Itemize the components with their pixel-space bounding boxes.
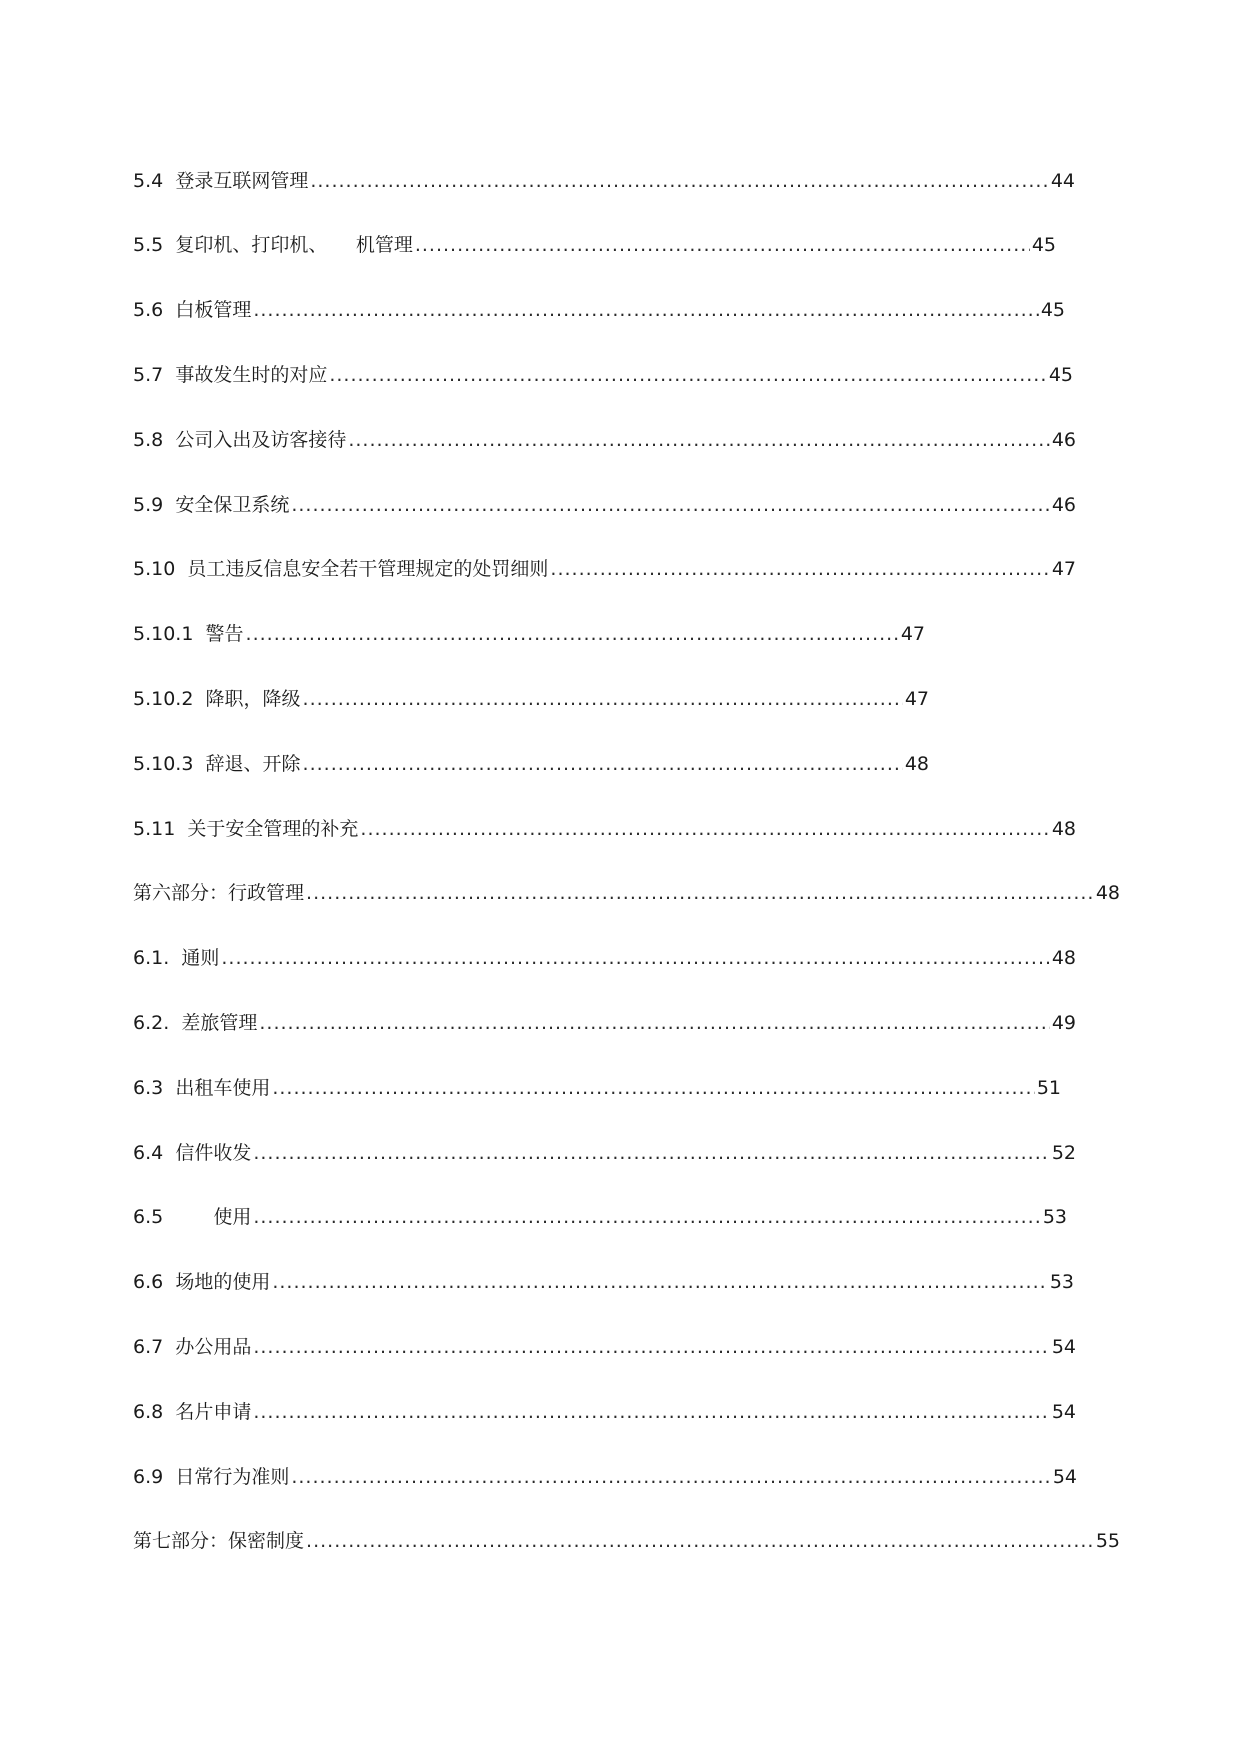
toc-entry-6-7[interactable]	[133, 1333, 1076, 1361]
toc-entry-title: 名片申请	[175, 1401, 252, 1423]
dot-leader	[253, 1398, 1049, 1426]
toc-entry-page: 44	[1050, 170, 1075, 192]
toc-entry-number: 5.11	[133, 818, 176, 840]
dot-leader	[253, 1139, 1049, 1167]
toc-entry-title: 白板管理	[175, 299, 252, 321]
toc-entry-title: 降职，降级	[205, 688, 301, 710]
toc-entry-6-4[interactable]	[133, 1139, 1076, 1167]
toc-entry-6-1[interactable]	[133, 944, 1076, 972]
dot-leader	[303, 750, 903, 778]
toc-entry-title: 使用	[175, 1206, 252, 1228]
toc-entry-6-3[interactable]	[133, 1074, 1061, 1102]
toc-entry-title: 警告	[205, 623, 244, 645]
dot-leader	[291, 1463, 1050, 1491]
toc-entry-page: 47	[1051, 558, 1076, 580]
toc-entry-number: 6.7	[133, 1336, 164, 1358]
toc-entry-title: 员工违反信息安全若干管理规定的处罚细则	[187, 558, 549, 580]
toc-entry-6-9[interactable]	[133, 1463, 1077, 1491]
dot-leader	[306, 1527, 1094, 1555]
toc-entry-page: 45	[1048, 364, 1073, 386]
toc-entry-page: 47	[900, 623, 925, 645]
toc-entry-number: 6.9	[133, 1466, 164, 1488]
toc-entry-page: 47	[904, 688, 929, 710]
toc-entry-page: 54	[1052, 1466, 1077, 1488]
toc-entry-number: 6.6	[133, 1271, 164, 1293]
toc-entry-page: 55	[1095, 1530, 1120, 1552]
dot-leader	[329, 361, 1046, 389]
toc-entry-number: 6.3	[133, 1077, 164, 1099]
toc-entry-6-6[interactable]	[133, 1268, 1074, 1296]
toc-entry-page: 46	[1051, 429, 1076, 451]
dot-leader	[310, 167, 1048, 195]
toc-entry-page: 52	[1051, 1142, 1076, 1164]
toc-entry-5-9[interactable]	[133, 491, 1076, 519]
toc-entry-number: 6.2.	[133, 1012, 170, 1034]
toc-entry-6-8[interactable]	[133, 1398, 1076, 1426]
toc-entry-title: 通则	[181, 947, 220, 969]
toc-entry-5-11[interactable]	[133, 815, 1076, 843]
toc-entry-title: 行政管理	[228, 882, 305, 904]
toc-entry-title: 事故发生时的对应	[175, 364, 328, 386]
toc-entry-title: 复印机、打印机、 机管理	[175, 234, 413, 256]
toc-entry-number: 5.10.2	[133, 688, 194, 710]
toc-entry-title: 办公用品	[175, 1336, 252, 1358]
toc-entry-number: 5.7	[133, 364, 164, 386]
toc-entry-title: 出租车使用	[175, 1077, 271, 1099]
toc-entry-number: 5.4	[133, 170, 164, 192]
toc-entry-number: 第六部分：	[133, 882, 229, 904]
dot-leader	[348, 426, 1049, 454]
toc-entry-page: 54	[1051, 1401, 1076, 1423]
toc-entry-number: 6.1.	[133, 947, 170, 969]
dot-leader	[221, 944, 1049, 972]
dot-leader	[253, 1203, 1040, 1231]
toc-entry-title: 保密制度	[228, 1530, 305, 1552]
dot-leader	[306, 879, 1094, 907]
toc-entry-title: 差旅管理	[181, 1012, 258, 1034]
toc-entry-number: 5.9	[133, 494, 164, 516]
toc-entry-title: 信件收发	[175, 1142, 252, 1164]
toc-entry-6-2[interactable]	[133, 1009, 1076, 1037]
toc-entry-page: 54	[1051, 1336, 1076, 1358]
toc-entry-number: 5.5	[133, 234, 164, 256]
toc-entry-5-6[interactable]	[133, 296, 1065, 324]
dot-leader	[360, 815, 1049, 843]
toc-entry-title: 场地的使用	[175, 1271, 271, 1293]
toc-entry-page: 49	[1051, 1012, 1076, 1034]
toc-entry-5-5[interactable]	[133, 231, 1056, 259]
toc-entry-number: 6.8	[133, 1401, 164, 1423]
toc-entry-5-10-2[interactable]	[133, 685, 929, 713]
toc-entry-number: 5.8	[133, 429, 164, 451]
dot-leader	[253, 296, 1038, 324]
toc-entry-number: 第七部分：	[133, 1530, 229, 1552]
toc-entry-5-8[interactable]	[133, 426, 1076, 454]
toc-entry-title: 辞退、开除	[205, 753, 301, 775]
toc-entry-part-6[interactable]	[133, 879, 1120, 907]
toc-entry-5-7[interactable]	[133, 361, 1073, 389]
toc-entry-title: 关于安全管理的补充	[187, 818, 359, 840]
dot-leader	[550, 555, 1049, 583]
toc-entry-number: 5.10	[133, 558, 176, 580]
toc-entry-number: 6.4	[133, 1142, 164, 1164]
dot-leader	[291, 491, 1049, 519]
toc-entry-part-7[interactable]	[133, 1527, 1120, 1555]
toc-entry-page: 45	[1031, 234, 1056, 256]
toc-entry-6-5[interactable]	[133, 1203, 1067, 1231]
toc-entry-title: 公司入出及访客接待	[175, 429, 347, 451]
toc-entry-number: 6.5	[133, 1206, 164, 1228]
toc-entry-page: 53	[1042, 1206, 1067, 1228]
dot-leader	[246, 620, 899, 648]
toc-entry-title: 日常行为准则	[175, 1466, 290, 1488]
dot-leader	[303, 685, 903, 713]
toc-entry-page: 48	[904, 753, 929, 775]
toc-entry-page: 53	[1049, 1271, 1074, 1293]
toc-entry-page: 51	[1036, 1077, 1061, 1099]
toc-entry-number: 5.6	[133, 299, 164, 321]
toc-entry-5-10-3[interactable]	[133, 750, 929, 778]
dot-leader	[272, 1268, 1047, 1296]
toc-entry-page: 48	[1095, 882, 1120, 904]
toc-entry-title: 安全保卫系统	[175, 494, 290, 516]
toc-entry-5-10[interactable]	[133, 555, 1076, 583]
dot-leader	[415, 231, 1030, 259]
toc-entry-page: 48	[1051, 818, 1076, 840]
toc-entry-page: 48	[1051, 947, 1076, 969]
toc-entry-page: 46	[1051, 494, 1076, 516]
toc-entry-number: 5.10.1	[133, 623, 194, 645]
dot-leader	[253, 1333, 1049, 1361]
dot-leader	[259, 1009, 1049, 1037]
toc-entry-title: 登录互联网管理	[175, 170, 309, 192]
toc-entry-page: 45	[1040, 299, 1065, 321]
toc-entry-number: 5.10.3	[133, 753, 194, 775]
dot-leader	[272, 1074, 1034, 1102]
toc-entry-5-10-1[interactable]	[133, 620, 925, 648]
toc-entry-5-4[interactable]	[133, 167, 1075, 195]
